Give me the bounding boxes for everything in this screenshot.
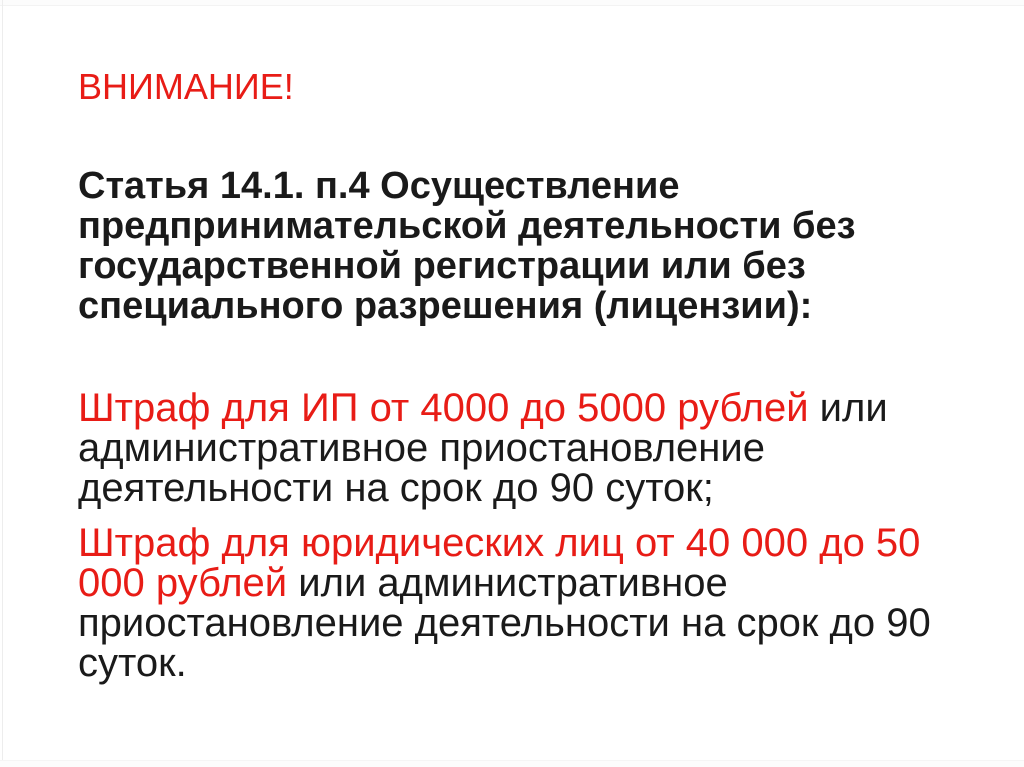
- text-segment: деятельности на срок до 90 суток;: [78, 466, 714, 510]
- text-segment: или административное: [287, 561, 728, 605]
- paragraph-line: [78, 563, 988, 603]
- title-line: предпринимательской деятельности без: [78, 205, 856, 247]
- text-segment: административное приостановление: [78, 426, 765, 470]
- slide-bottom-edge: [0, 760, 1024, 767]
- attention-heading: ВНИМАНИЕ!: [78, 66, 294, 107]
- paragraph-line: [78, 603, 988, 643]
- paragraph-line: [78, 643, 988, 683]
- fine-paragraph-ip: [78, 388, 988, 508]
- fine-amount-text: Штраф для ИП от 4000 до 5000 рублей: [78, 386, 809, 430]
- text-segment: суток.: [78, 641, 187, 685]
- text-segment: приостановление деятельности на срок до 90: [78, 601, 931, 645]
- paragraph-line: [78, 468, 988, 508]
- title-line: государственной регистрации или без: [78, 245, 806, 287]
- fine-amount-text: Штраф для юридических лиц от 40 000 до 50: [78, 521, 921, 565]
- slide-top-edge: [0, 0, 1024, 6]
- text-segment: или: [808, 386, 888, 430]
- paragraph-line: [78, 388, 988, 428]
- fine-paragraph-legal-entities: [78, 523, 988, 683]
- paragraph-line: [78, 523, 988, 563]
- title-line: Статья 14.1. п.4 Осуществление: [78, 165, 680, 207]
- slide-left-edge: [2, 0, 3, 767]
- article-title: [78, 166, 978, 326]
- title-line: специального разрешения (лицензии):: [78, 285, 813, 327]
- paragraph-line: [78, 428, 988, 468]
- fine-amount-text: 000 рублей: [78, 561, 288, 605]
